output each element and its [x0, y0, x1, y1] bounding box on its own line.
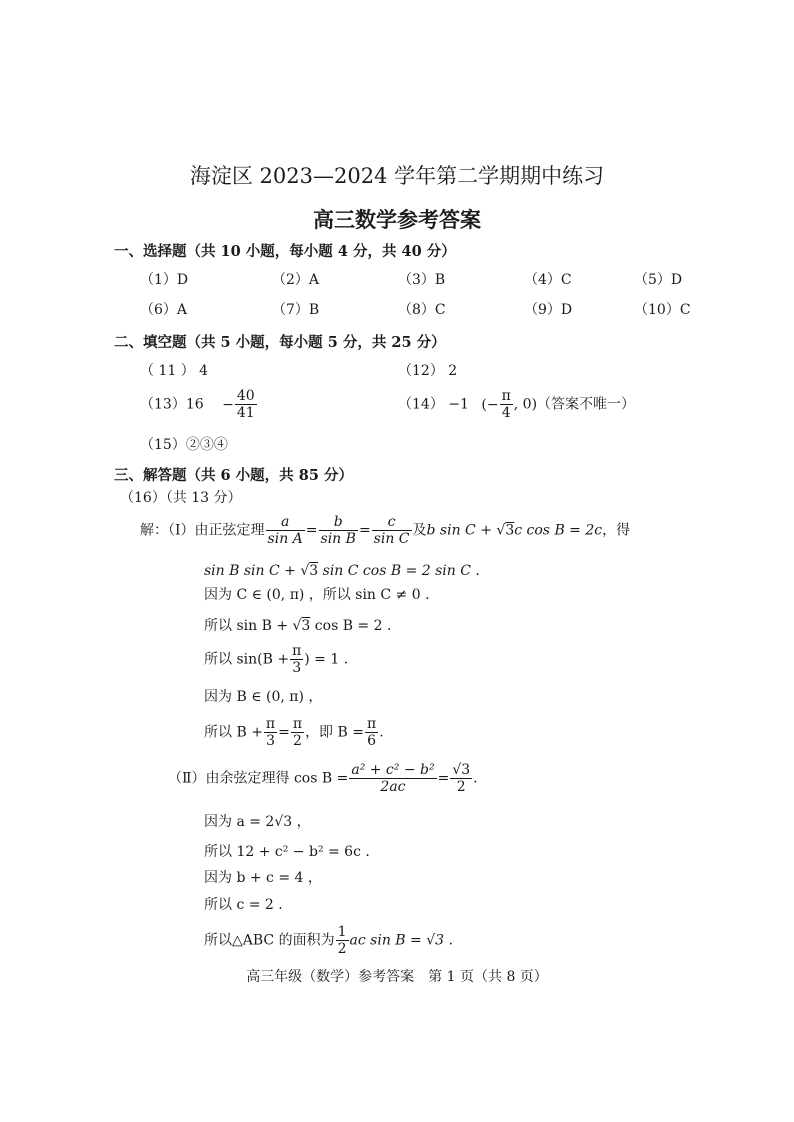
line5-den: 3	[292, 660, 302, 676]
l13-den: 2	[337, 941, 347, 957]
line4-b: cos B = 2 .	[310, 618, 392, 634]
line4-sqrt: 3	[301, 618, 311, 634]
solution-line-10: 所以 12 + c² − b² = 6c .	[204, 844, 370, 860]
l13-frac	[336, 924, 349, 957]
section-fill-heading: 二、填空题（共 5 小题，每小题 5 分，共 25 分）	[114, 334, 446, 351]
answer-14	[398, 388, 635, 421]
q14-den: 4	[501, 405, 511, 421]
line7-d3: 6	[367, 733, 377, 749]
line7-frac2	[291, 716, 304, 749]
line7-frac1	[264, 716, 277, 749]
solution-line-4	[204, 617, 391, 635]
q14-note: （答案不唯一）	[537, 396, 636, 413]
line5-a: 所以 sin(B +	[204, 651, 290, 668]
line7-n2: π	[292, 716, 303, 732]
q13-num: 40	[236, 388, 255, 404]
line4-a: 所以 sin B + √	[204, 618, 302, 634]
line5-b: ) = 1 .	[304, 651, 349, 668]
answer-7: （7）B	[272, 302, 320, 318]
cos-d2: 2	[456, 779, 466, 795]
q13-fraction	[235, 388, 257, 421]
line5-frac	[290, 643, 303, 676]
solution-line-13	[204, 924, 453, 957]
q13-den: 41	[236, 405, 255, 421]
q13-minus: −	[222, 396, 234, 413]
line7-a: 所以 B +	[204, 724, 263, 741]
solution-line-3: 因为 C ∈ (0, π) ，所以 sin C ≠ 0 .	[204, 587, 430, 603]
line7-n1: π	[265, 716, 276, 732]
cos-n2: √3	[452, 762, 471, 778]
page-footer: 高三年级（数学）参考答案 第 1 页（共 8 页）	[246, 969, 548, 985]
cos-value-frac	[450, 762, 472, 795]
line7-d1: 3	[266, 733, 275, 749]
part2-end: .	[473, 770, 478, 787]
q13-label: （13）16	[140, 396, 204, 413]
sine-a: a	[280, 514, 290, 530]
l13-num: 1	[337, 924, 347, 940]
q16-header: （16）（共 13 分）	[120, 490, 242, 506]
cos-num: a² + c² − b²	[351, 762, 435, 778]
sine-b: b	[333, 514, 343, 530]
line7-frac3	[365, 716, 378, 749]
line7-d2: 2	[293, 733, 302, 749]
line7-eq: =	[278, 724, 290, 741]
line5-num: π	[292, 643, 302, 659]
eq-2: =	[358, 522, 371, 539]
cos-den: 2ac	[380, 779, 406, 795]
line7-n3: π	[366, 716, 377, 732]
cos-frac	[349, 762, 436, 795]
sine-frac-a	[266, 514, 305, 547]
answer-10: （10）C	[634, 302, 691, 318]
eq-1: =	[305, 522, 318, 539]
given-pre: 及	[412, 522, 427, 539]
solution-line-7	[204, 716, 384, 749]
line2-a: sin B sin C + √	[204, 563, 310, 579]
answer-4: （4）C	[524, 272, 572, 288]
solution-part2	[168, 762, 478, 795]
section-solution-heading: 三、解答题（共 6 小题，共 85 分）	[114, 467, 353, 484]
line2-b: sin C cos B = 2 sin C .	[318, 563, 480, 579]
sine-frac-c	[372, 514, 412, 547]
section-choice-heading: 一、选择题（共 10 小题，每小题 4 分，共 40 分）	[114, 243, 456, 260]
sol-prefix: 解：（Ⅰ）由正弦定理	[140, 522, 265, 539]
given-expr-a: b sin C + √	[426, 522, 506, 539]
answer-15: （15）②③④	[140, 437, 228, 453]
answer-11: （ 11 ） 4	[140, 363, 209, 379]
sine-sinC: sin C	[373, 531, 410, 547]
sine-c: c	[387, 514, 396, 530]
l13-b: ac sin B = √3 .	[349, 932, 453, 949]
sine-sinB: sin B	[320, 531, 356, 547]
solution-line-1	[140, 514, 630, 547]
sine-sinA: sin A	[267, 531, 303, 547]
line7-c: .	[379, 724, 384, 741]
solution-line-12: 所以 c = 2 .	[204, 897, 283, 913]
answer-5: （5）D	[634, 272, 683, 288]
q14-close: , 0)	[513, 396, 538, 413]
q14-open: (−	[481, 396, 499, 413]
sine-frac-b	[319, 514, 358, 547]
solution-line-11: 因为 b + c = 4 ，	[204, 870, 322, 886]
solution-line-9: 因为 a = 2√3 ，	[204, 814, 311, 830]
answer-12: （12） 2	[398, 363, 458, 379]
answer-3: （3）B	[398, 272, 446, 288]
answer-13	[140, 388, 258, 421]
part2-a: （Ⅱ）由余弦定理得 cos B =	[168, 770, 349, 787]
q14-num: π	[501, 388, 511, 404]
q14-label: （14） −1	[398, 396, 469, 413]
page-subtitle: 高三数学参考答案	[313, 207, 481, 232]
line2-sqrt: 3	[309, 563, 319, 579]
given-post: ，得	[602, 522, 631, 539]
answer-8: （8）C	[398, 302, 446, 318]
given-sqrt: 3	[505, 522, 515, 539]
answer-6: （6）A	[140, 302, 188, 318]
l13-a: 所以△ABC 的面积为	[204, 932, 335, 949]
solution-line-2	[204, 562, 480, 580]
part2-eq: =	[437, 770, 450, 787]
answer-1: （1）D	[140, 272, 189, 288]
given-expr-b: c cos B = 2c	[514, 522, 603, 539]
answer-2: （2）A	[272, 272, 320, 288]
page-title: 海淀区 2023—2024 学年第二学期期中练习	[189, 164, 605, 188]
answer-9: （9）D	[524, 302, 573, 318]
solution-line-6: 因为 B ∈ (0, π) ，	[204, 689, 323, 705]
solution-line-5	[204, 643, 348, 676]
line7-b: ，即 B =	[305, 724, 364, 741]
q14-fraction	[500, 388, 513, 421]
